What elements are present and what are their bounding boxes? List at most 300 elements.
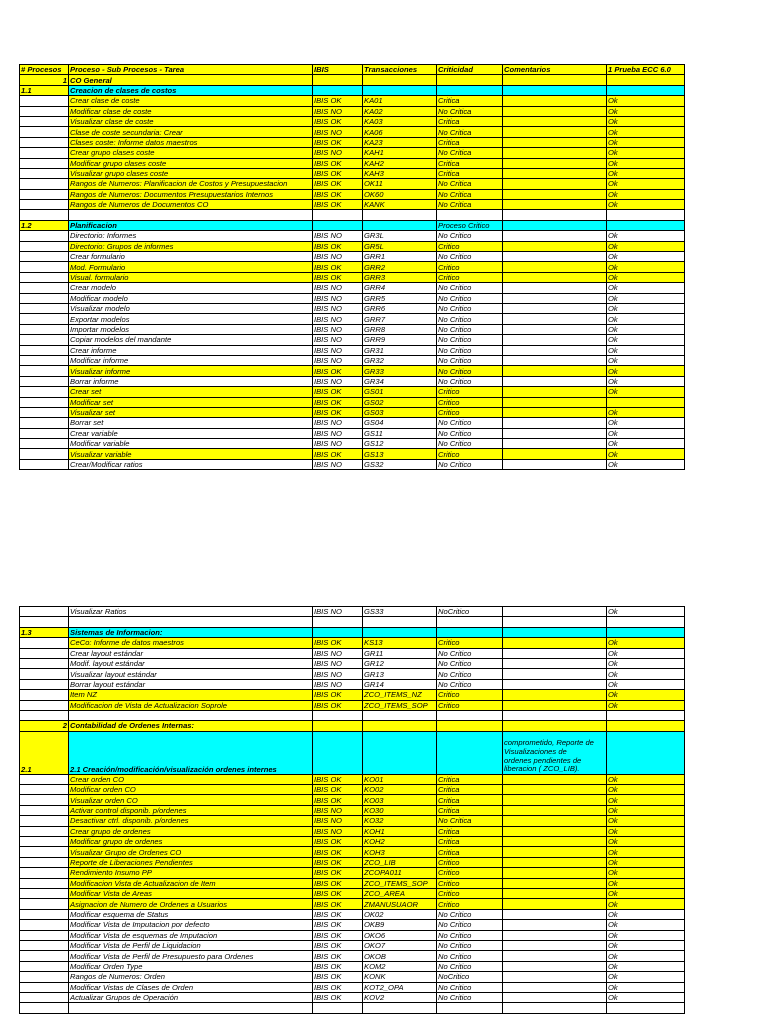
table-row (20, 158, 685, 168)
cell-criticality: No Critico (437, 439, 503, 449)
cell-process-number (20, 638, 69, 648)
cell-transaction: KS13 (363, 638, 437, 648)
cell-process-number (20, 972, 69, 982)
table-row (20, 376, 685, 386)
cell-comment (503, 137, 607, 147)
cell-process-number: 1.3 (20, 627, 69, 637)
cell-process-number (20, 982, 69, 992)
table-row (20, 106, 685, 116)
blank-row (20, 210, 685, 220)
cell-criticality: No Critico (437, 345, 503, 355)
cell-ibis: IBIS NO (313, 148, 363, 158)
cell-criticality: No Critico (437, 376, 503, 386)
cell-ecc-test: Ok (607, 355, 685, 365)
cell-ecc-test: Ok (607, 982, 685, 992)
cell-transaction: KONK (363, 972, 437, 982)
blank-row (20, 710, 685, 720)
cell-ecc-test: Ok (607, 137, 685, 147)
cell-task: Visualizar variable (69, 449, 313, 459)
cell-process-number (20, 795, 69, 805)
cell-task: Modificar grupo clases coste (69, 158, 313, 168)
cell-ecc-test: Ok (607, 106, 685, 116)
cell-ibis: IBIS NO (313, 293, 363, 303)
cell-criticality: Critico (437, 878, 503, 888)
column-header-cell-criticality: Criticidad (437, 65, 503, 75)
cell-ecc-test: Ok (607, 272, 685, 282)
table-row (20, 627, 685, 637)
cell-task: Modificar orden CO (69, 785, 313, 795)
cell-task: Directorio: Informes (69, 231, 313, 241)
cell-task: Crear variable (69, 428, 313, 438)
cell-ecc-test: Ok (607, 324, 685, 334)
table-row (20, 899, 685, 909)
cell-comment (503, 795, 607, 805)
cell-criticality: Critico (437, 868, 503, 878)
table-row (20, 220, 685, 230)
cell-criticality: Proceso Critico (437, 220, 503, 230)
cell-ecc-test (607, 210, 685, 220)
cell-transaction: GS01 (363, 387, 437, 397)
cell-task: Modificar informe (69, 355, 313, 365)
cell-criticality: Critico (437, 638, 503, 648)
cell-comment (503, 376, 607, 386)
cell-comment (503, 982, 607, 992)
cell-process-number (20, 231, 69, 241)
table-row (20, 930, 685, 940)
cell-ibis (313, 721, 363, 731)
cell-process-number (20, 679, 69, 689)
cell-criticality: No Critica (437, 127, 503, 137)
cell-criticality: No Critica (437, 816, 503, 826)
cell-process-number (20, 617, 69, 627)
cell-comment (503, 710, 607, 720)
table-row (20, 345, 685, 355)
cell-task: Crear grupo de ordenes (69, 826, 313, 836)
cell-comment (503, 387, 607, 397)
cell-ibis (313, 1003, 363, 1013)
cell-process-number (20, 805, 69, 815)
cell-process-number (20, 252, 69, 262)
table-row (20, 774, 685, 784)
cell-criticality: Critica (437, 116, 503, 126)
cell-comment (503, 961, 607, 971)
cell-criticality (437, 210, 503, 220)
cell-task: Borrar set (69, 418, 313, 428)
cell-comment (503, 920, 607, 930)
cell-comment (503, 857, 607, 867)
cell-ecc-test: Ok (607, 909, 685, 919)
cell-comment (503, 220, 607, 230)
cell-ecc-test: Ok (607, 293, 685, 303)
cell-task: Crear clase de coste (69, 96, 313, 106)
cell-transaction: GR32 (363, 355, 437, 365)
cell-transaction: GRR6 (363, 303, 437, 313)
cell-transaction: GRR2 (363, 262, 437, 272)
cell-ecc-test: Ok (607, 252, 685, 262)
column-header-cell-task: Proceso - Sub Procesos - Tarea (69, 65, 313, 75)
column-header-cell-comment: Comentarios (503, 65, 607, 75)
cell-task: Modificar clase de coste (69, 106, 313, 116)
cell-transaction: ZCO_ITEMS_SOP (363, 878, 437, 888)
cell-process-number (20, 909, 69, 919)
cell-ibis: IBIS NO (313, 355, 363, 365)
cell-transaction: GRR7 (363, 314, 437, 324)
cell-task: Modif. layout estándar (69, 658, 313, 668)
table-row (20, 826, 685, 836)
cell-criticality (437, 721, 503, 731)
cell-transaction: GS33 (363, 607, 437, 617)
cell-criticality: Critico (437, 690, 503, 700)
cell-ecc-test: Ok (607, 366, 685, 376)
cell-process-number (20, 669, 69, 679)
cell-task: Modificacion de Vista de Actualizacion Soprole (69, 700, 313, 710)
cell-ibis (313, 731, 363, 774)
cell-ecc-test: Ok (607, 658, 685, 668)
cell-process-number (20, 148, 69, 158)
cell-process-number (20, 837, 69, 847)
table-row (20, 387, 685, 397)
table-row (20, 407, 685, 417)
cell-comment (503, 690, 607, 700)
table-row (20, 669, 685, 679)
cell-transaction: GR13 (363, 669, 437, 679)
cell-process-number (20, 847, 69, 857)
header-row (20, 65, 685, 75)
cell-transaction: ZCO_LIB (363, 857, 437, 867)
cell-process-number (20, 168, 69, 178)
table-row (20, 262, 685, 272)
cell-process-number (20, 303, 69, 313)
cell-ecc-test: Ok (607, 459, 685, 469)
cell-transaction: KAH3 (363, 168, 437, 178)
cell-ibis: IBIS NO (313, 805, 363, 815)
cell-task: Clase de coste secundaria: Crear (69, 127, 313, 137)
cell-process-number (20, 878, 69, 888)
cell-ibis: IBIS OK (313, 774, 363, 784)
cell-criticality: Critico (437, 387, 503, 397)
table-row (20, 449, 685, 459)
cell-transaction: KAH1 (363, 148, 437, 158)
cell-transaction: OK11 (363, 179, 437, 189)
cell-ibis: IBIS OK (313, 940, 363, 950)
cell-transaction (363, 210, 437, 220)
cell-task: Crear grupo clases coste (69, 148, 313, 158)
cell-criticality: No Critica (437, 200, 503, 210)
table-row (20, 951, 685, 961)
cell-ecc-test: Ok (607, 168, 685, 178)
cell-criticality: Critico (437, 899, 503, 909)
cell-transaction: KOT2_OPA (363, 982, 437, 992)
cell-ecc-test: Ok (607, 920, 685, 930)
cell-ibis: IBIS NO (313, 459, 363, 469)
table-row (20, 439, 685, 449)
cell-ibis: IBIS NO (313, 252, 363, 262)
cell-ecc-test: Ok (607, 837, 685, 847)
cell-transaction: KO02 (363, 785, 437, 795)
cell-ecc-test: Ok (607, 972, 685, 982)
cell-ecc-test (607, 397, 685, 407)
cell-transaction (363, 710, 437, 720)
cell-process-number (20, 407, 69, 417)
cell-ecc-test: Ok (607, 690, 685, 700)
cell-ibis: IBIS OK (313, 961, 363, 971)
cell-task (69, 710, 313, 720)
table-row (20, 189, 685, 199)
cell-transaction: KA06 (363, 127, 437, 137)
cell-task: Directorio: Grupos de informes (69, 241, 313, 251)
table-row (20, 679, 685, 689)
cell-transaction: GRR1 (363, 252, 437, 262)
column-header-cell-process-number: # Procesos (20, 65, 69, 75)
cell-process-number (20, 158, 69, 168)
cell-task: Crear formulario (69, 252, 313, 262)
table-row (20, 607, 685, 617)
cell-transaction: KO32 (363, 816, 437, 826)
cell-process-number (20, 179, 69, 189)
blank-row (20, 1003, 685, 1013)
cell-ibis: IBIS OK (313, 96, 363, 106)
cell-transaction: KA02 (363, 106, 437, 116)
cell-transaction (363, 617, 437, 627)
cell-ecc-test: Ok (607, 189, 685, 199)
cell-ibis: IBIS OK (313, 972, 363, 982)
cell-comment (503, 721, 607, 731)
cell-process-number (20, 241, 69, 251)
cell-process-number (20, 106, 69, 116)
cell-ibis (313, 210, 363, 220)
cell-process-number (20, 857, 69, 867)
cell-process-number (20, 888, 69, 898)
cell-transaction: GR3L (363, 231, 437, 241)
cell-transaction: KOV2 (363, 992, 437, 1002)
cell-ecc-test (607, 617, 685, 627)
cell-process-number (20, 314, 69, 324)
cell-criticality (437, 617, 503, 627)
cell-transaction (363, 627, 437, 637)
cell-task: Modificar Vista de Perfil de Liquidacion (69, 940, 313, 950)
cell-ibis: IBIS OK (313, 795, 363, 805)
cell-ecc-test: Ok (607, 951, 685, 961)
column-header-cell-transaction: Transacciones (363, 65, 437, 75)
cell-comment (503, 345, 607, 355)
cell-comment (503, 335, 607, 345)
cell-ecc-test: Ok (607, 774, 685, 784)
cell-ecc-test: Ok (607, 262, 685, 272)
cell-ecc-test: Ok (607, 795, 685, 805)
cell-ibis (313, 627, 363, 637)
cell-ibis: IBIS OK (313, 878, 363, 888)
cell-ecc-test: Ok (607, 241, 685, 251)
table-row (20, 137, 685, 147)
table-row (20, 878, 685, 888)
cell-criticality: Critica (437, 96, 503, 106)
cell-comment (503, 700, 607, 710)
cell-task: Modificar Vista de Perfil de Presupuesto para Ordenes (69, 951, 313, 961)
table-row (20, 200, 685, 210)
cell-criticality: No Critico (437, 658, 503, 668)
cell-transaction: ZCOPA011 (363, 868, 437, 878)
table-row (20, 459, 685, 469)
cell-ecc-test: Ok (607, 847, 685, 857)
cell-task: Rangos de Numeros: Documentos Presupuestarios Internos (69, 189, 313, 199)
cell-ecc-test: Ok (607, 816, 685, 826)
cell-comment (503, 951, 607, 961)
cell-task: Planificacion (69, 220, 313, 230)
cell-comment (503, 272, 607, 282)
cell-ibis: IBIS NO (313, 669, 363, 679)
cell-criticality: Critico (437, 449, 503, 459)
cell-comment (503, 179, 607, 189)
cell-process-number (20, 920, 69, 930)
cell-ibis: IBIS OK (313, 992, 363, 1002)
cell-process-number: 1 (20, 75, 69, 85)
cell-ibis: IBIS NO (313, 345, 363, 355)
table-row (20, 816, 685, 826)
table-row (20, 418, 685, 428)
cell-transaction (363, 1003, 437, 1013)
cell-process-number (20, 293, 69, 303)
cell-ecc-test (607, 721, 685, 731)
cell-criticality: No Critico (437, 252, 503, 262)
cell-process-number: 2.1 (20, 731, 69, 774)
cell-comment (503, 407, 607, 417)
cell-task: Visualizar clase de coste (69, 116, 313, 126)
cell-transaction (363, 220, 437, 230)
cell-comment (503, 669, 607, 679)
cell-comment (503, 785, 607, 795)
cell-comment (503, 1003, 607, 1013)
cell-process-number (20, 449, 69, 459)
cell-process-number (20, 210, 69, 220)
cell-ecc-test: Ok (607, 231, 685, 241)
cell-comment (503, 252, 607, 262)
cell-ecc-test: Ok (607, 439, 685, 449)
cell-process-number (20, 200, 69, 210)
cell-ecc-test: Ok (607, 785, 685, 795)
cell-process-number (20, 992, 69, 1002)
cell-task: Exportar modelos (69, 314, 313, 324)
cell-ecc-test: Ok (607, 428, 685, 438)
cell-process-number: 1.2 (20, 220, 69, 230)
cell-process-number (20, 439, 69, 449)
sheet-table-1 (19, 64, 685, 470)
table-row (20, 231, 685, 241)
cell-comment (503, 158, 607, 168)
cell-transaction: GRR5 (363, 293, 437, 303)
sheet-table-2 (19, 606, 685, 1014)
cell-criticality: Critico (437, 262, 503, 272)
cell-ecc-test: Ok (607, 418, 685, 428)
cell-criticality: Critica (437, 137, 503, 147)
cell-task: Modificar Orden Type (69, 961, 313, 971)
cell-transaction: KA03 (363, 116, 437, 126)
cell-comment (503, 96, 607, 106)
table-row (20, 127, 685, 137)
cell-transaction: ZCO_AREA (363, 888, 437, 898)
cell-process-number (20, 690, 69, 700)
cell-criticality: No Critico (437, 930, 503, 940)
cell-transaction (363, 85, 437, 95)
cell-ibis: IBIS OK (313, 262, 363, 272)
cell-ibis: IBIS NO (313, 231, 363, 241)
cell-comment (503, 303, 607, 313)
cell-ibis: IBIS OK (313, 200, 363, 210)
cell-ibis: IBIS NO (313, 106, 363, 116)
cell-transaction: GS13 (363, 449, 437, 459)
cell-comment (503, 627, 607, 637)
cell-comment (503, 837, 607, 847)
column-header-cell-ibis: IBIS (313, 65, 363, 75)
cell-ibis: IBIS OK (313, 116, 363, 126)
table-row (20, 982, 685, 992)
cell-comment (503, 940, 607, 950)
table-row (20, 868, 685, 878)
cell-task: Mod. Formulario (69, 262, 313, 272)
cell-process-number (20, 940, 69, 950)
cell-comment (503, 231, 607, 241)
cell-ibis: IBIS OK (313, 982, 363, 992)
cell-task: Item NZ (69, 690, 313, 700)
cell-process-number (20, 127, 69, 137)
cell-criticality (437, 627, 503, 637)
cell-transaction: ZCO_ITEMS_SOP (363, 700, 437, 710)
cell-ecc-test (607, 731, 685, 774)
cell-criticality: No Critica (437, 148, 503, 158)
cell-transaction: GRR9 (363, 335, 437, 345)
cell-ibis: IBIS OK (313, 899, 363, 909)
cell-process-number (20, 658, 69, 668)
cell-transaction: GR31 (363, 345, 437, 355)
cell-transaction: ZCO_ITEMS_NZ (363, 690, 437, 700)
cell-task: Modificar set (69, 397, 313, 407)
cell-transaction: KOH2 (363, 837, 437, 847)
cell-criticality: Critica (437, 168, 503, 178)
cell-criticality: No Critico (437, 961, 503, 971)
cell-ibis: IBIS OK (313, 700, 363, 710)
cell-criticality: No Critico (437, 909, 503, 919)
cell-ibis: IBIS NO (313, 679, 363, 689)
cell-process-number (20, 355, 69, 365)
table-row (20, 721, 685, 731)
cell-criticality: Critico (437, 700, 503, 710)
cell-comment (503, 200, 607, 210)
cell-task: 2.1 Creación/modificación/visualización ordenes internes (69, 731, 313, 774)
cell-criticality: No Critico (437, 418, 503, 428)
cell-transaction: KAH2 (363, 158, 437, 168)
table-row (20, 355, 685, 365)
cell-task: Rangos de Numeros de Documentos CO (69, 200, 313, 210)
cell-ecc-test: Ok (607, 638, 685, 648)
cell-transaction: GS12 (363, 439, 437, 449)
cell-criticality: Critico (437, 272, 503, 282)
cell-process-number (20, 272, 69, 282)
cell-comment (503, 607, 607, 617)
cell-comment (503, 324, 607, 334)
table-row (20, 961, 685, 971)
cell-task: Visualizar informe (69, 366, 313, 376)
cell-transaction: OKO7 (363, 940, 437, 950)
cell-comment (503, 262, 607, 272)
cell-ibis: IBIS NO (313, 658, 363, 668)
cell-ibis: IBIS OK (313, 857, 363, 867)
cell-ibis: IBIS NO (313, 303, 363, 313)
cell-criticality: Critico (437, 397, 503, 407)
cell-criticality: No Critico (437, 355, 503, 365)
cell-transaction: GRR3 (363, 272, 437, 282)
cell-criticality: Critico (437, 241, 503, 251)
cell-comment (503, 459, 607, 469)
table-row (20, 888, 685, 898)
